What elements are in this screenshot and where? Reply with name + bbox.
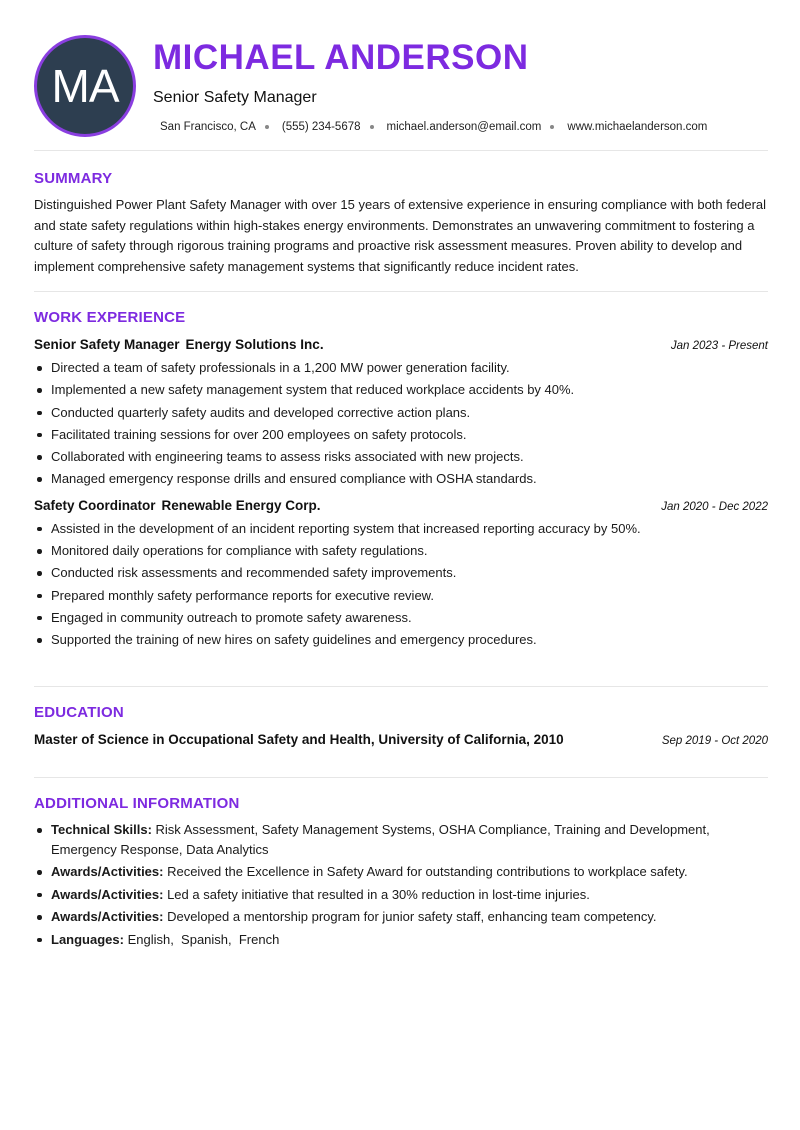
job-header <box>34 337 768 352</box>
education-entry <box>34 732 768 747</box>
info-text: Risk Assessment, Safety Management Systems, OSHA Compliance, Training and Development, Emergency Response, Data Analytics <box>51 822 710 857</box>
additional-info-list <box>34 820 768 949</box>
job-company: Renewable Energy Corp. <box>161 497 321 513</box>
job-bullet: Supported the training of new hires on safety guidelines and emergency procedures. <box>34 629 768 651</box>
job-bullet: Conducted quarterly safety audits and developed corrective action plans. <box>34 402 768 424</box>
avatar <box>34 35 136 137</box>
job-bullet: Implemented a new safety management system that reduced workplace accidents by 40%. <box>34 379 768 401</box>
separator-dot-icon <box>550 125 554 129</box>
avatar-initials: MA <box>51 60 119 112</box>
section-title-additional-info: ADDITIONAL INFORMATION <box>34 795 240 812</box>
work-experience-section <box>34 309 768 652</box>
summary-text: Distinguished Power Plant Safety Manager with over 15 years of extensive experience in ensuring compliance with both federal and state safety regulations within high-stakes energy environments. Demonstrates an unwavering commitment to fostering a culture of safety through rigorous training programs and proactive risk assessment measures. Proven ability to develop and implement comprehensive safety management systems that significantly reduce incident rates. <box>34 197 767 274</box>
section-title-summary: SUMMARY <box>34 170 113 187</box>
summary-section <box>34 170 768 277</box>
resume-page <box>34 0 768 947</box>
job-bullet: Assisted in the development of an incident reporting system that increased reporting accuracy by 50%. <box>34 518 768 540</box>
job-title-line <box>34 498 321 513</box>
section-title-work-experience: WORK EXPERIENCE <box>34 309 186 326</box>
job-entry <box>34 337 768 491</box>
job-title-line <box>34 337 324 352</box>
job-dates: Jan 2020 - Dec 2022 <box>661 500 768 513</box>
header-divider <box>34 150 768 151</box>
job-bullets <box>34 518 768 652</box>
info-label: Awards/Activities: <box>51 886 164 902</box>
info-text: Received the Excellence in Safety Award for outstanding contributions to workplace safety. <box>163 864 688 879</box>
info-text: English, Spanish, French <box>123 931 280 947</box>
section-title-education: EDUCATION <box>34 704 124 721</box>
email-link[interactable]: michael.anderson@email.com <box>386 121 542 133</box>
phone-text: (555) 234-5678 <box>281 121 361 133</box>
info-item <box>34 930 768 950</box>
job-bullet: Facilitated training sessions for over 200 employees on safety protocols. <box>34 424 768 446</box>
candidate-name: MICHAEL ANDERSON <box>153 38 529 77</box>
job-header <box>34 498 768 513</box>
education-section <box>34 704 768 747</box>
info-text: Developed a mentorship program for junior safety staff, enhancing team competency. <box>163 909 657 924</box>
section-divider <box>34 777 768 778</box>
info-label: Languages: <box>51 931 124 947</box>
location-text: San Francisco, CA <box>160 121 256 133</box>
separator-dot-icon <box>370 125 374 129</box>
job-bullet: Managed emergency response drills and ensured compliance with OSHA standards. <box>34 468 768 490</box>
education-dates: Sep 2019 - Oct 2020 <box>661 735 768 747</box>
job-role: Safety Coordinator <box>34 497 156 513</box>
job-bullet: Directed a team of safety professionals in a 1,200 MW power generation facility. <box>34 357 768 379</box>
contact-location <box>160 121 282 133</box>
contact-email <box>387 121 568 133</box>
section-divider <box>34 291 768 292</box>
job-entry <box>34 498 768 652</box>
job-bullet: Conducted risk assessments and recommended safety improvements. <box>34 562 768 584</box>
info-item <box>34 907 768 927</box>
resume-header <box>34 0 768 150</box>
job-bullets <box>34 357 768 491</box>
info-item <box>34 862 768 882</box>
info-label: Awards/Activities: <box>51 909 164 924</box>
job-bullet: Monitored daily operations for compliance with safety regulations. <box>34 540 768 562</box>
job-role: Senior Safety Manager <box>34 337 180 352</box>
info-item <box>34 820 768 859</box>
contact-phone <box>282 121 387 133</box>
info-text: Led a safety initiative that resulted in a 30% reduction in lost-time injuries. <box>163 886 590 902</box>
section-divider <box>34 686 768 687</box>
education-degree: Master of Science in Occupational Safety and Health, University of California, 2010 <box>34 732 564 747</box>
candidate-title: Senior Safety Manager <box>153 89 317 106</box>
contact-info <box>160 121 707 133</box>
job-company: Energy Solutions Inc. <box>185 337 324 352</box>
info-label: Technical Skills: <box>51 822 152 837</box>
job-bullet: Collaborated with engineering teams to assess risks associated with new projects. <box>34 446 768 468</box>
job-dates: Jan 2023 - Present <box>670 340 768 352</box>
additional-info-section <box>34 795 768 952</box>
separator-dot-icon <box>265 125 269 129</box>
info-item <box>34 885 768 905</box>
job-bullet: Engaged in community outreach to promote safety awareness. <box>34 607 768 629</box>
info-label: Awards/Activities: <box>51 864 164 879</box>
website-link[interactable]: www.michaelanderson.com <box>567 121 708 133</box>
job-bullet: Prepared monthly safety performance reports for executive review. <box>34 585 768 607</box>
contact-website <box>567 121 707 133</box>
